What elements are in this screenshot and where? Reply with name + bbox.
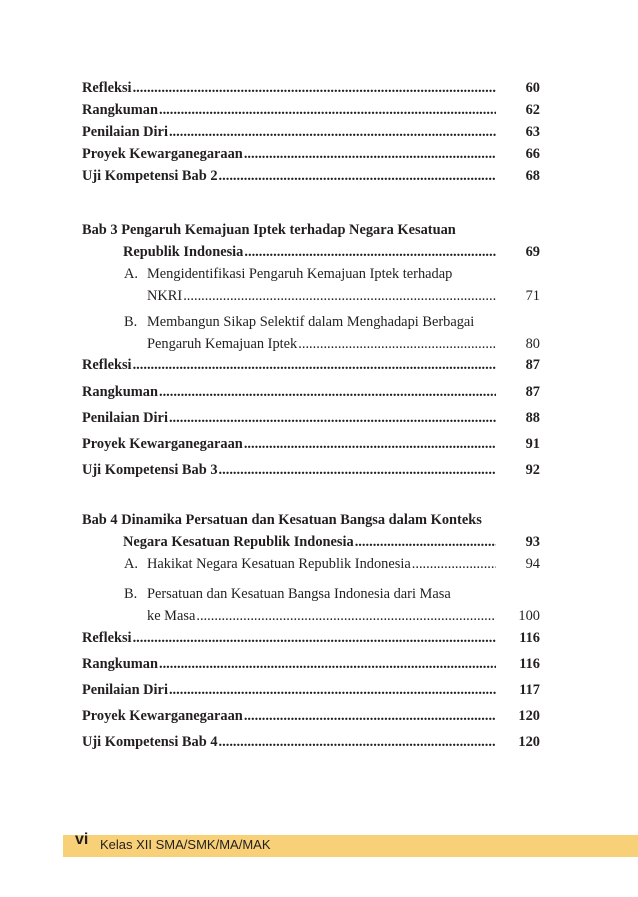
- toc-entry[interactable]: [82, 143, 540, 165]
- leader-dots: [355, 531, 496, 553]
- book-title: Kelas XII SMA/SMK/MA/MAK: [100, 837, 271, 852]
- section-letter: B.: [124, 586, 138, 602]
- section-title-line2: Pengaruh Kemajuan Iptek: [147, 336, 298, 352]
- chapter-title-line1: Bab 3 Pengaruh Kemajuan Iptek terhadap Negara Kesatuan: [82, 222, 456, 238]
- chapter-title-line2: Republik Indonesia: [123, 244, 244, 260]
- section-title-line1: Membangun Sikap Selektif dalam Menghadapi Berbagai: [147, 314, 475, 330]
- leader-dots: [169, 407, 496, 429]
- toc-entry[interactable]: [82, 354, 540, 376]
- toc-entry-page: 87: [525, 357, 540, 373]
- section-letter: A.: [124, 556, 138, 572]
- toc-section[interactable]: [124, 263, 540, 307]
- toc-entry-label: Rangkuman: [82, 384, 158, 400]
- toc-entry-page: 87: [525, 384, 540, 400]
- toc-entry-page: 116: [519, 630, 540, 646]
- toc-entry-page: 94: [525, 556, 540, 572]
- toc-entry-page: 117: [519, 682, 540, 698]
- toc-section[interactable]: [124, 583, 540, 627]
- leader-dots: [412, 553, 496, 575]
- leader-dots: [169, 679, 496, 701]
- leader-dots: [298, 333, 496, 355]
- toc-entry-page: 91: [525, 436, 540, 452]
- chapter-title-line1: Bab 4 Dinamika Persatuan dan Kesatuan Bangsa dalam Konteks: [82, 512, 482, 528]
- toc-entry[interactable]: [82, 381, 540, 403]
- chapter-title-line2: Negara Kesatuan Republik Indonesia: [123, 534, 354, 550]
- leader-dots: [159, 653, 496, 675]
- toc-entry[interactable]: [82, 627, 540, 649]
- page-footer: [63, 831, 638, 857]
- toc-entry-label: Uji Kompetensi Bab 4: [82, 734, 218, 750]
- leader-dots: [133, 77, 496, 99]
- section-title-line1: Persatuan dan Kesatuan Bangsa Indonesia dari Masa: [147, 586, 451, 602]
- toc-entry-page: 71: [525, 288, 540, 304]
- toc-entry-page: 66: [525, 146, 540, 162]
- toc-entry-page: 120: [518, 734, 540, 750]
- toc-entry-label: Penilaian Diri: [82, 682, 168, 698]
- toc-entry[interactable]: [82, 705, 540, 727]
- toc-entry-page: 69: [525, 244, 540, 260]
- leader-dots: [244, 241, 496, 263]
- leader-dots: [219, 165, 496, 187]
- toc-entry[interactable]: [82, 433, 540, 455]
- leader-dots: [159, 381, 496, 403]
- toc-entry-page: 116: [519, 656, 540, 672]
- toc-section[interactable]: [124, 311, 540, 355]
- toc-entry-page: 80: [525, 336, 540, 352]
- toc-entry-page: 60: [525, 80, 540, 96]
- leader-dots: [244, 705, 496, 727]
- leader-dots: [169, 121, 496, 143]
- toc-entry[interactable]: [82, 165, 540, 187]
- toc-entry-label: Penilaian Diri: [82, 124, 168, 140]
- toc-entry-label: Refleksi: [82, 80, 132, 96]
- toc-entry[interactable]: [82, 407, 540, 429]
- toc-entry-label: Proyek Kewarganegaraan: [82, 146, 243, 162]
- toc-entry[interactable]: [82, 731, 540, 753]
- leader-dots: [219, 731, 496, 753]
- toc-entry-page: 63: [525, 124, 540, 140]
- toc-entry-label: Rangkuman: [82, 102, 158, 118]
- toc-entry-label: Refleksi: [82, 357, 132, 373]
- section-title-line1: Mengidentifikasi Pengaruh Kemajuan Iptek terhadap: [147, 266, 453, 282]
- toc-chapter-bab-4[interactable]: [82, 509, 540, 553]
- section-letter: B.: [124, 314, 138, 330]
- toc-section[interactable]: [124, 553, 540, 575]
- leader-dots: [159, 99, 496, 121]
- page-number: vi: [75, 831, 89, 848]
- leader-dots: [244, 143, 496, 165]
- toc-entry-label: Rangkuman: [82, 656, 158, 672]
- leader-dots: [183, 285, 496, 307]
- toc-entry-label: Uji Kompetensi Bab 3: [82, 462, 218, 478]
- toc-entry-label: Penilaian Diri: [82, 410, 168, 426]
- toc-entry[interactable]: [82, 459, 540, 481]
- leader-dots: [133, 627, 496, 649]
- section-title-line2: NKRI: [147, 288, 183, 304]
- toc-entry-page: 68: [525, 168, 540, 184]
- toc-entry-page: 120: [518, 708, 540, 724]
- leader-dots: [219, 459, 496, 481]
- leader-dots: [196, 605, 496, 627]
- toc-entry[interactable]: [82, 77, 540, 99]
- toc-entry-page: 100: [518, 608, 540, 624]
- toc-entry-label: Proyek Kewarganegaraan: [82, 436, 243, 452]
- toc-entry-page: 62: [525, 102, 540, 118]
- toc-entry-label: Proyek Kewarganegaraan: [82, 708, 243, 724]
- toc-entry-page: 88: [525, 410, 540, 426]
- toc-entry-page: 92: [525, 462, 540, 478]
- section-title-line2: ke Masa: [147, 608, 196, 624]
- section-title-line1: Hakikat Negara Kesatuan Republik Indonesia: [147, 556, 411, 572]
- leader-dots: [133, 354, 496, 376]
- toc-entry[interactable]: [82, 679, 540, 701]
- section-letter: A.: [124, 266, 138, 282]
- toc-entry-label: Uji Kompetensi Bab 2: [82, 168, 218, 184]
- toc-chapter-bab-3[interactable]: [82, 219, 540, 263]
- toc-entry-page: 93: [525, 534, 540, 550]
- leader-dots: [244, 433, 496, 455]
- toc-entry[interactable]: [82, 99, 540, 121]
- toc-entry[interactable]: [82, 121, 540, 143]
- toc-entry[interactable]: [82, 653, 540, 675]
- toc-entry-label: Refleksi: [82, 630, 132, 646]
